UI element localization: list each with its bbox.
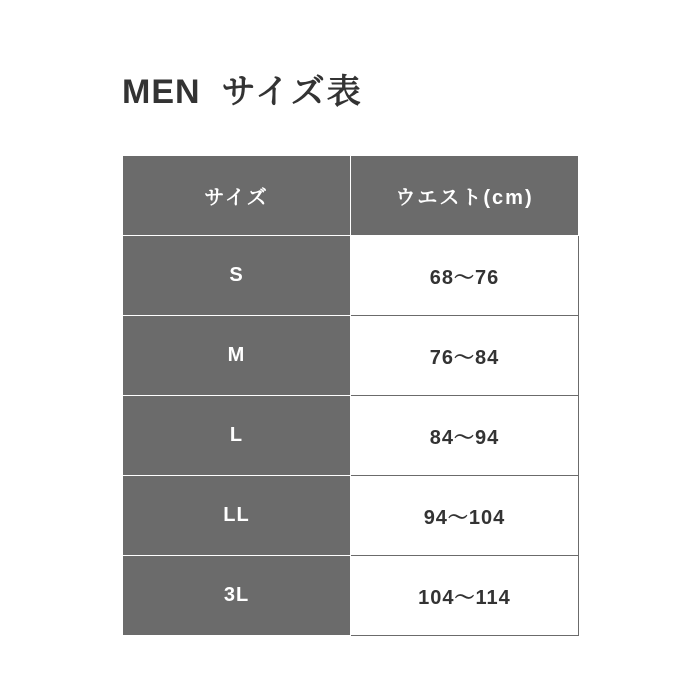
size-table	[122, 155, 579, 636]
table-cell-waist: 104〜114	[351, 556, 579, 636]
page-title-jp: サイズ表	[221, 73, 363, 111]
table-header-size: サイズ	[123, 156, 351, 236]
table-cell-waist: 68〜76	[351, 236, 579, 316]
table-cell-waist: 76〜84	[351, 316, 579, 396]
table-row	[123, 316, 579, 396]
table-cell-size: S	[123, 236, 351, 316]
table-cell-waist: 84〜94	[351, 396, 579, 476]
table-cell-size: M	[123, 316, 351, 396]
table-header-row	[123, 156, 579, 236]
table-row	[123, 556, 579, 636]
table-row	[123, 396, 579, 476]
page-title-en: MEN	[122, 73, 201, 111]
table-cell-size: LL	[123, 476, 351, 556]
table-row	[123, 236, 579, 316]
page-title	[122, 64, 363, 113]
table-cell-waist: 94〜104	[351, 476, 579, 556]
table-cell-size: L	[123, 396, 351, 476]
table-cell-size: 3L	[123, 556, 351, 636]
table-header-waist: ウエスト(cm)	[351, 156, 579, 236]
table-row	[123, 476, 579, 556]
